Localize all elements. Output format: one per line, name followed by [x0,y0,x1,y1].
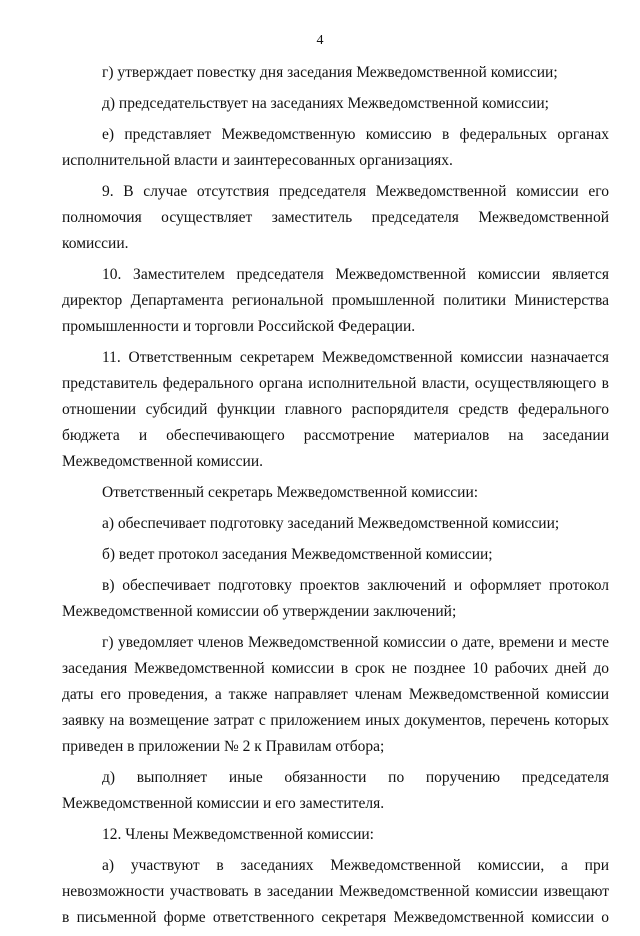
paragraph-10: 10. Заместителем председателя Межведомственной комиссии является директор Департамента региональной промышленной политики Министерства промышленности и торговли Российской Федерации. [62,266,609,335]
paragraph-item-b-protocol: б) ведет протокол заседания Межведомственной комиссии; [102,546,493,563]
paragraph-item-g-notifies: г) уведомляет членов Межведомственной комиссии о дате, времени и месте заседания Межведомственной комиссии в срок не позднее 10 рабочих дней до даты его проведения, а также направляет членам Межведомственной комиссии заявку на возмещение затрат с приложением иных документов, перечень которых приведен в приложении № 2 к Правилам отбора; [62,634,609,755]
document-body [62,60,609,936]
paragraph-item-d-chairs: д) председательствует на заседаниях Межведомственной комиссии; [102,95,549,112]
paragraph-item-g-agenda: г) утверждает повестку дня заседания Межведомственной комиссии; [102,64,558,81]
page-number: 4 [316,33,324,48]
paragraph-secretary-intro: Ответственный секретарь Межведомственной комиссии: [102,484,479,501]
paragraph-item-a-prepares: а) обеспечивает подготовку заседаний Межведомственной комиссии; [102,515,560,532]
paragraph-11: 11. Ответственным секретарем Межведомственной комиссии назначается представитель федерального органа исполнительной власти, осуществляющего в отношении субсидий функции главного распорядителя средств федерального бюджета и обеспечивающего рассмотрение материалов на заседании Межведомственной комиссии. [62,349,609,470]
paragraph-12: 12. Члены Межведомственной комиссии: [102,826,374,843]
paragraph-item-e-represents: е) представляет Межведомственную комиссию в федеральных органах исполнительной власти и заинтересованных организациях. [62,126,609,169]
paragraph-9: 9. В случае отсутствия председателя Межведомственной комиссии его полномочия осуществляет заместитель председателя Межведомственной комиссии. [62,183,609,252]
paragraph-item-v-conclusions: в) обеспечивает подготовку проектов заключений и оформляет протокол Межведомственной комиссии об утверждении заключений; [62,577,609,620]
paragraph-item-a-participate: а) участвуют в заседаниях Межведомственной комиссии, а при невозможности участвовать в заседании Межведомственной комиссии извещают в письменной форме ответственного секретаря Межведомственной комиссии о [62,857,609,926]
paragraph-item-d-other-duties: д) выполняет иные обязанности по поручению председателя Межведомственной комиссии и его заместителя. [62,769,609,812]
